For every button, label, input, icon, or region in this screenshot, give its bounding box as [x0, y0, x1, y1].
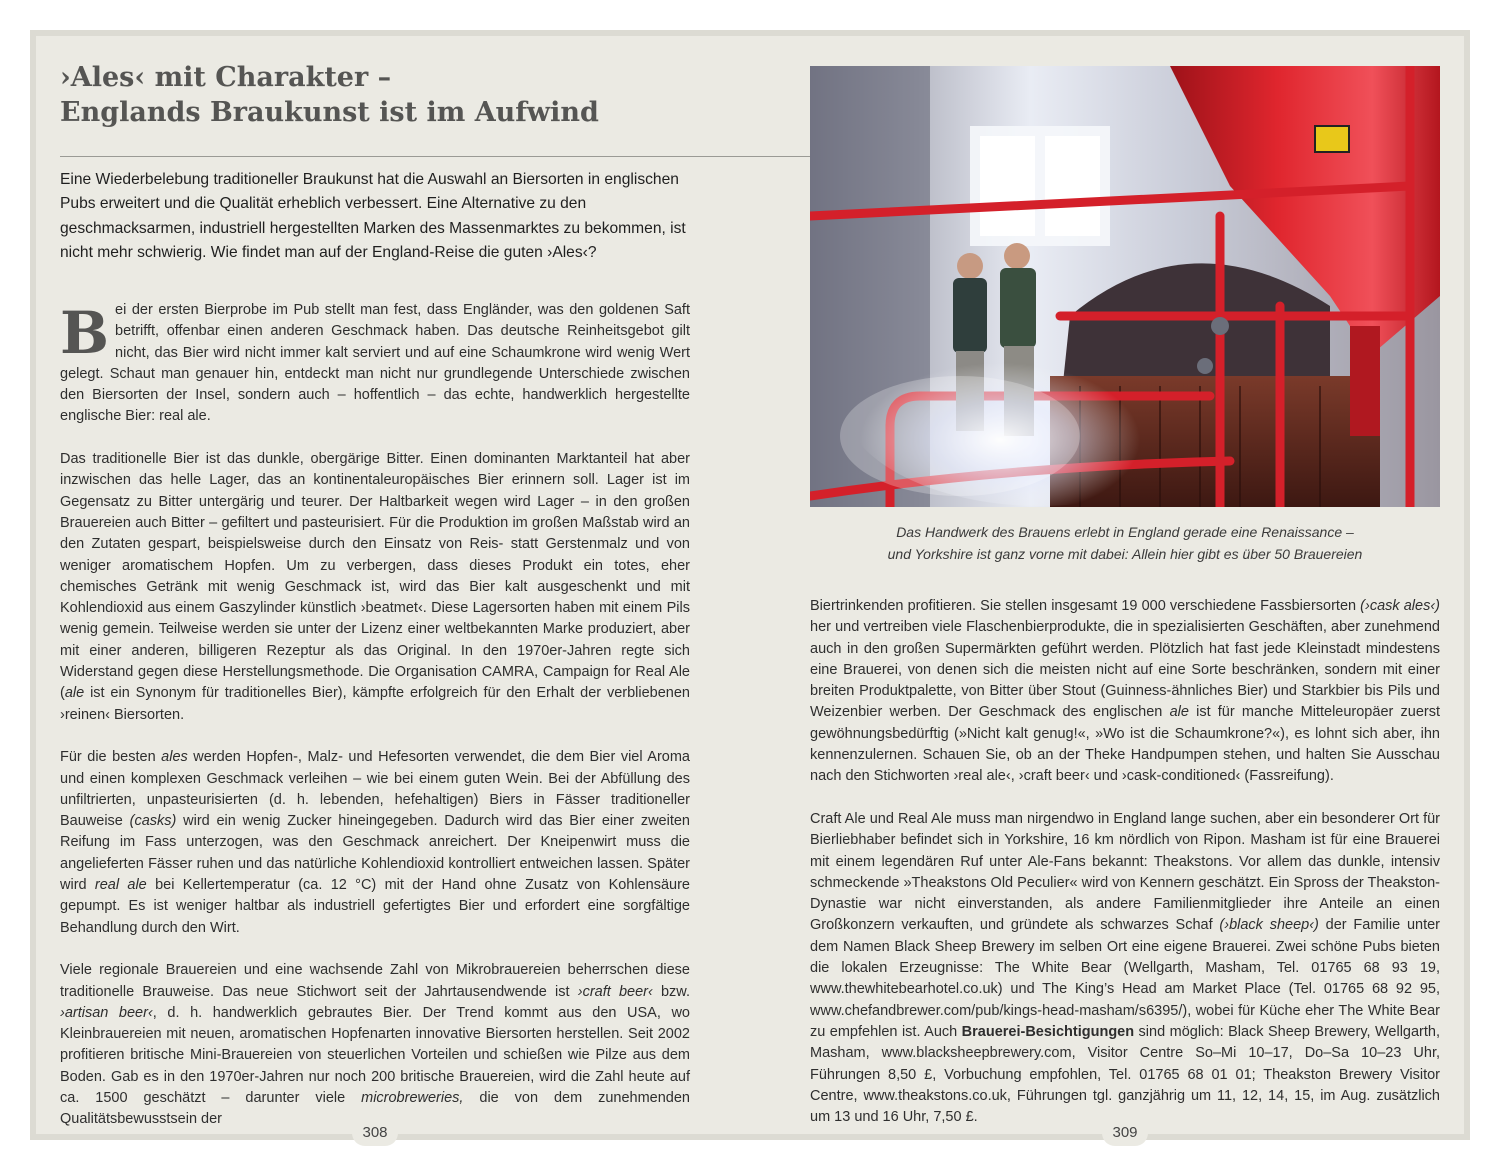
paragraph-1: Bei der ersten Bierprobe im Pub stellt man fest, dass Engländer, was den goldenen Saft betrifft, offenbar einen anderen Geschmack haben. Das deutsche Reinheitsgebot gilt nicht, das Bier wird nicht immer kalt serviert und auf eine Schaumkrone wird wenig Wert gelegt. Schaut man genauer hin, entdeckt man nicht nur grundlegende Unterschiede zwischen den Biersorten der Insel, sondern auch – hoffentlich – das echte, handwerklich hergestellte englische Bier: real ale.	[60, 299, 690, 425]
page-number-left: 308	[352, 1120, 398, 1146]
title-line-2: Englands Braukunst ist im Aufwind	[60, 97, 599, 128]
paragraph-6: Craft Ale und Real Ale muss man nirgendwo in England lange suchen, aber ein besonderer Ort für Bierliebhaber befindet sich in Yorkshire, 16 km nördlich von Ripon. Masham ist für eine Brauerei mit einem legendären Ruf unter Ale-Fans bekannt: Theakstons. Vor allem das dunkle, intensiv schmeckende »Theakstons Old Peculier« wird von Kennern geschätzt. Ein Spross der Theakston-Dynastie war nicht einverstanden, als andere Familienmitglieder ihre Anteile an einen Großkonzern verkauften, und gründete als schwarzes Schaf (›black sheep‹) der Familie unter dem Namen Black Sheep Brewery im selben Ort eine eigene Brauerei. Zwei schöne Pubs bieten die lokalen Erzeugnisse: The White Bear (Wellgarth, Masham, Tel. 01765 68 93 19, www.thewhitebearhotel.co.uk) und The King’s Head am Market Place (Tel. 01765 68 92 95, www.chefandbrewer.com/pub/kings-head-masham/s6395/), wobei für Küche eher The White Bear zu empfehlen ist. Auch Brauerei-Besichtigungen sind möglich: Black Sheep Brewery, Wellgarth, Masham, www.blacksheepbrewery.com, Visitor Centre So–Mi 10–17, Do–Sa 10–23 Uhr, Führungen 8,50 £, Vorbuchung empfohlen, Tel. 01765 68 01 01; Theakston Brewery Visitor Centre, www.theakstons.co.uk, Führungen tgl. ganzjährig um 11, 12, 14, 15, im Aug. zusätzlich um 13 und 16 Uhr, 7,50 £.	[810, 810, 1441, 1126]
lead-paragraph: Eine Wiederbelebung traditioneller Braukunst hat die Auswahl an Biersorten in englischen Pubs erweitert und die Qualität erheblich verbessert. Eine Alternative zu den geschmacksarmen, industriell hergestellten Marken des Massenmarktes zu bekommen, ist nicht mehr schwierig. Wie findet man auf der England-Reise die guten ›Ales‹?	[60, 171, 686, 262]
photo-caption	[810, 522, 1440, 565]
paragraph-4: Viele regionale Brauereien und eine wachsende Zahl von Mikrobrauereien beherrschen diese traditionelle Brauweise. Das neue Stichwort seit der Jahrtausendwende ist ›craft beer‹ bzw. ›artisan beer‹, d. h. handwerklich gebrautes Bier. Der Trend kommt aus den USA, wo Kleinbrauereien mit neuen, aromatischen Hopfenarten innovative Biersorten herstellen. Seit 2002 profitieren britische Mini-Brauereien von steuerlichen Vorteilen und schießen wie Pilze aus dem Boden. Gab es in den 1970er-Jahren nur noch 200 britische Brauereien, wird die Zahl heute auf ca. 1500 geschätzt – darunter viele microbreweries, die von dem zunehmenden Qualitätsbewusstsein der	[60, 962, 690, 1128]
left-column	[60, 300, 690, 1152]
title-rule	[60, 156, 810, 157]
drop-cap: B	[60, 299, 110, 367]
title-line-1: ›Ales‹ mit Charakter –	[60, 62, 392, 93]
page-title	[60, 60, 780, 130]
caption-line-2: und Yorkshire ist ganz vorne mit dabei: Allein hier gibt es über 50 Brauereien	[887, 545, 1363, 562]
paragraph-3: Für die besten ales werden Hopfen-, Malz- und Hefesorten verwendet, die dem Bier viel Aroma und einen komplexen Geschmack verleihen – wie bei einem guten Wein. Bei der Abfüllung des unfiltrierten, unpasteurisierten (d. h. lebenden, hefehaltigen) Biers in Fässer traditioneller Bauweise (casks) wird ein wenig Zucker hineingegeben. Dadurch wird das Bier einer zweiten Reifung im Fass unterzogen, was den Geschmack anreichert. Der Kneipenwirt muss die angelieferten Fässer ruhen und das natürliche Kohlendioxid kontrolliert entweichen lassen. Später wird real ale bei Kellertemperatur (ca. 12 °C) mit der Hand ohne Zusatz von Kohlensäure gepumpt. Es ist weniger haltbar als industriell gefertigtes Bier und erfordert eine sorgfältige Behandlung durch den Wirt.	[60, 749, 691, 936]
paragraph-2: Das traditionelle Bier ist das dunkle, obergärige Bitter. Einen dominanten Marktanteil hat aber inzwischen das helle Lager, das an kontinentaleuropäisches Bier erinnern soll. Lager ist im Gegensatz zu Bitter untergärig und teurer. Der Haltbarkeit wegen wird Lager – in den großen Brauereien auch Bitter – gefiltert und pasteurisiert. Für die Produktion im großen Maßstab wird an den Zutaten gespart, beispielsweise durch den Einsatz von Reis- statt Gerstenmalz und von weniger aromatischem Hopfen. Um zu verbergen, dass dieses Produkt ein totes, eher chemisches Getränk mit wenig Geschmack ist, wird das Bier kalt ausgeschenkt und mit Kohlendioxid aus einem Gaszylinder künstlich ›beatmet‹. Diese Lagersorten haben mit einem Pils wenig gemein. Teilweise werden sie unter der Lizenz einer weltbekannten Marke produziert, aber mit einer anderen, billigeren Rezeptur als das Original. In den 1970er-Jahren regte sich Widerstand gegen diese Herstellungsmethode. Die Organisation CAMRA, Campaign for Real Ale (ale ist ein Synonym für traditionelles Bier), kämpfte erfolgreich für den Erhalt der verbliebenen ›reinen‹ Biersorten.	[60, 451, 690, 723]
book-spread	[30, 30, 1470, 1140]
brewery-illustration	[810, 66, 1440, 507]
page-number-right: 309	[1102, 1120, 1148, 1146]
right-column	[810, 596, 1440, 1150]
caption-line-1: Das Handwerk des Brauens erlebt in England gerade eine Renaissance –	[896, 524, 1354, 540]
paragraph-5: Biertrinkenden profitieren. Sie stellen insgesamt 19 000 verschiedene Fassbiersorten (›cask ales‹) her und vertreiben viele Flaschenbierprodukte, die in spezialisierten Geschäften, aber zunehmend auch in den großen Supermärkten geführt werden. Plötzlich hat fast jede Kleinstadt mindestens eine Brauerei, von denen sich die meisten nicht auf eine Sorte beschränken, sondern mit einer breiten Produktpalette, von Bitter über Stout (Guinness-ähnliches Bier) und Starkbier bis Pils und Weizenbier werben. Der Geschmack des englischen ale ist für manche Mitteleuropäer zuerst gewöhnungsbedürftig (»Nicht kalt genug!«, »Wo ist die Schaumkrone?«), es lohnt sich aber, ihn kennenzulernen. Schauen Sie, ob an der Theke Handpumpen stehen, und halten Sie Ausschau nach den Stichworten ›real ale‹, ›craft beer‹ und ›cask-conditioned‹ (Fassreifung).	[810, 598, 1440, 785]
brewery-photo	[810, 66, 1440, 507]
tours-highlight: Brauerei-Besichtigungen	[961, 1023, 1135, 1040]
